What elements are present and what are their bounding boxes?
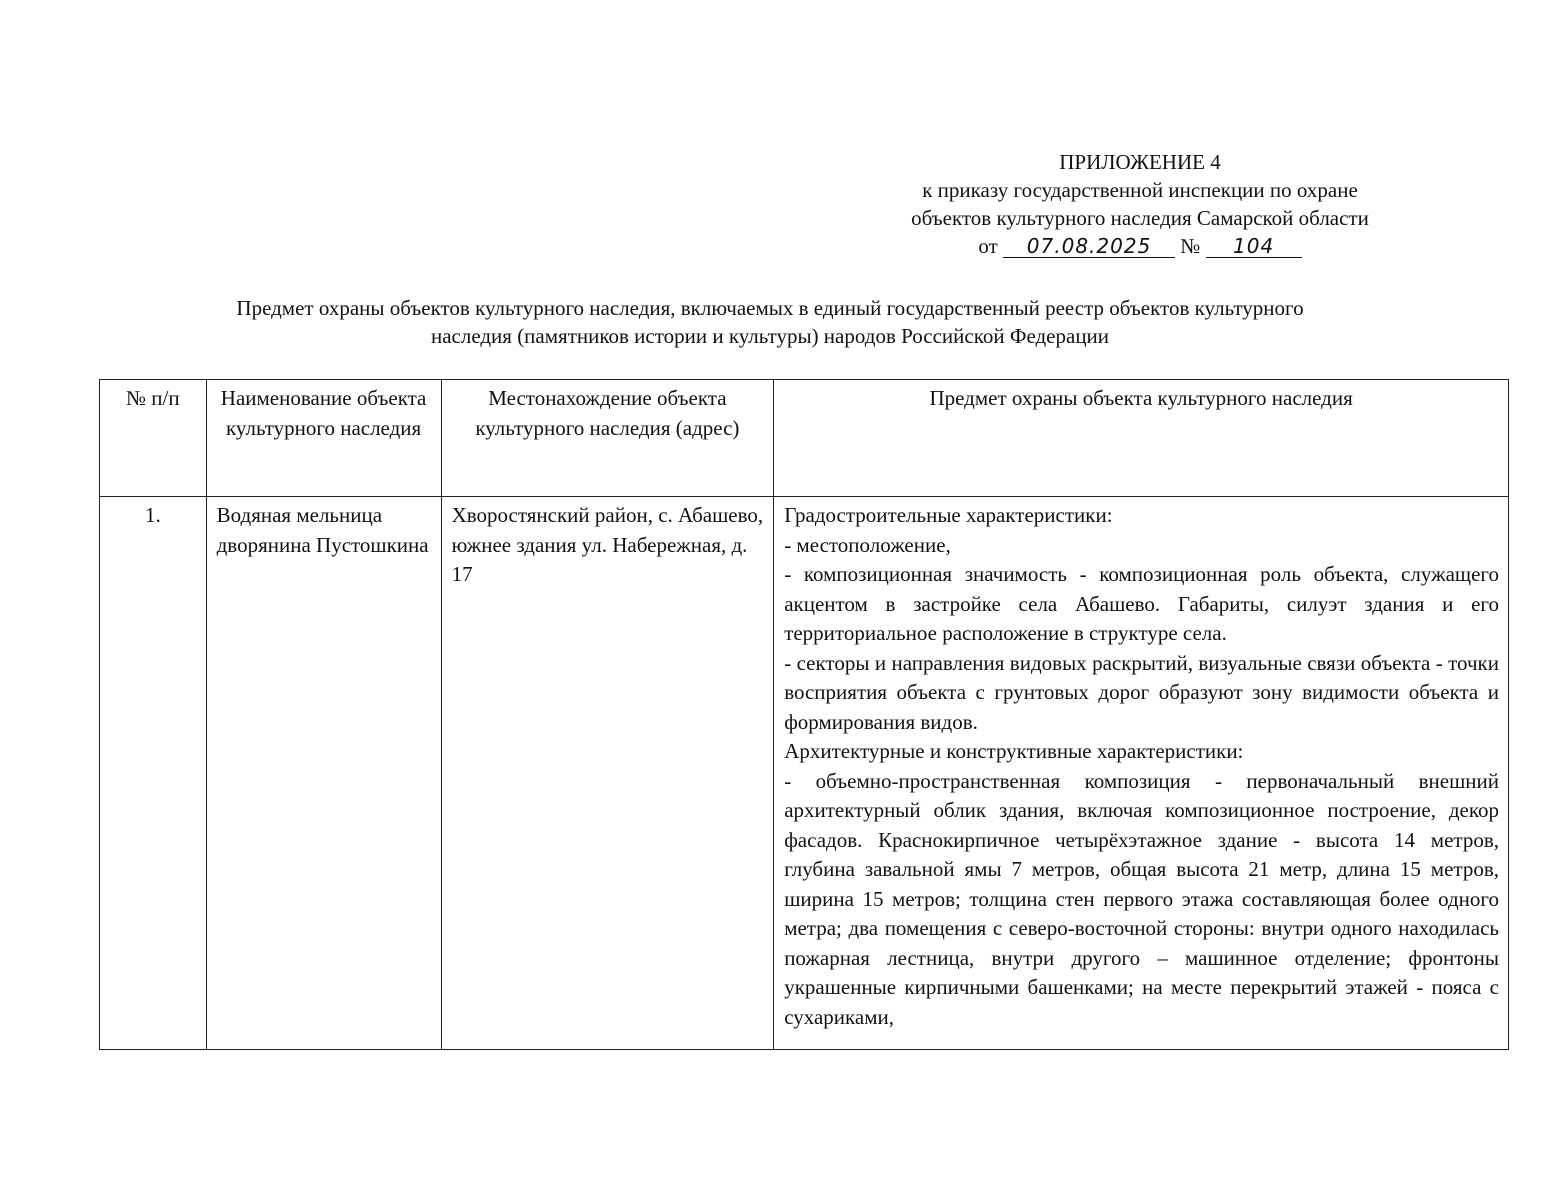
subject-heading-urban: Градостроительные характеристики: [784,503,1113,527]
document-title [100,294,1440,350]
subject-item-location: - местоположение, [784,532,951,557]
subject-item-views: - секторы и направления видовых раскрытий, визуальные связи объекта - точки восприятия объекта с грунтовых дорог образуют зону видимости объекта и формирования видов. [784,650,1499,734]
table-header-row [100,380,1509,497]
handwritten-number: 104 [1206,235,1302,258]
row-subject [774,497,1509,1050]
table-row [100,497,1509,1050]
number-label: № [1180,234,1201,258]
appendix-order-line-1: к приказу государственной инспекции по охране [922,178,1358,202]
subject-heading-architecture: Архитектурные и конструктивные характеристики: [784,739,1244,763]
header-subject: Предмет охраны объекта культурного наследия [774,380,1509,497]
header-address: Местонахождение объекта культурного наследия (адрес) [441,380,774,497]
from-label: от [978,234,998,258]
row-name: Водяная мельница дворянина Пустошкина [206,497,441,1050]
row-address: Хворостянский район, с. Абашево, южнее здания ул. Набережная, д. 17 [441,497,774,1050]
header-name: Наименование объекта культурного наследия [206,380,441,497]
appendix-label: ПРИЛОЖЕНИЕ 4 [1059,150,1221,174]
header-number: № п/п [100,380,207,497]
subject-item-volume: - объемно-пространственная композиция - первоначальный внешний архитектурный облик здания, включая композиционное построение, декор фасадов. Краснокирпичное четырёхэтажное здание - высота 14 метров, глубина завальной ямы 7 метров, общая высота 21 метр, длина 15 метров, ширина 15 метров; толщина стен первого этажа составляющая более одного метра; два помещения с северо-восточной стороны: внутри одного находилась пожарная лестница, внутри другого – машинное отделение; фронтоны украшенные кирпичными башенками; на месте перекрытий этажей - пояса с сухариками, [784,768,1499,1029]
appendix-block [820,148,1460,260]
order-date-number [820,232,1460,260]
title-line-1: Предмет охраны объектов культурного наследия, включаемых в единый государственный реестр объектов культурного [236,296,1304,320]
appendix-order-line-2: объектов культурного наследия Самарской области [911,206,1369,230]
handwritten-date: 07.08.2025 [1003,235,1175,258]
title-line-2: наследия (памятников истории и культуры) народов Российской Федерации [430,324,1110,348]
row-number: 1. [100,497,207,1050]
subject-item-composition: - композиционная значимость - композиционная роль объекта, служащего акцентом в застройке села Абашево. Габариты, силуэт здания и его территориальное расположение в структуре села. [784,562,1499,645]
heritage-table [99,379,1509,1050]
